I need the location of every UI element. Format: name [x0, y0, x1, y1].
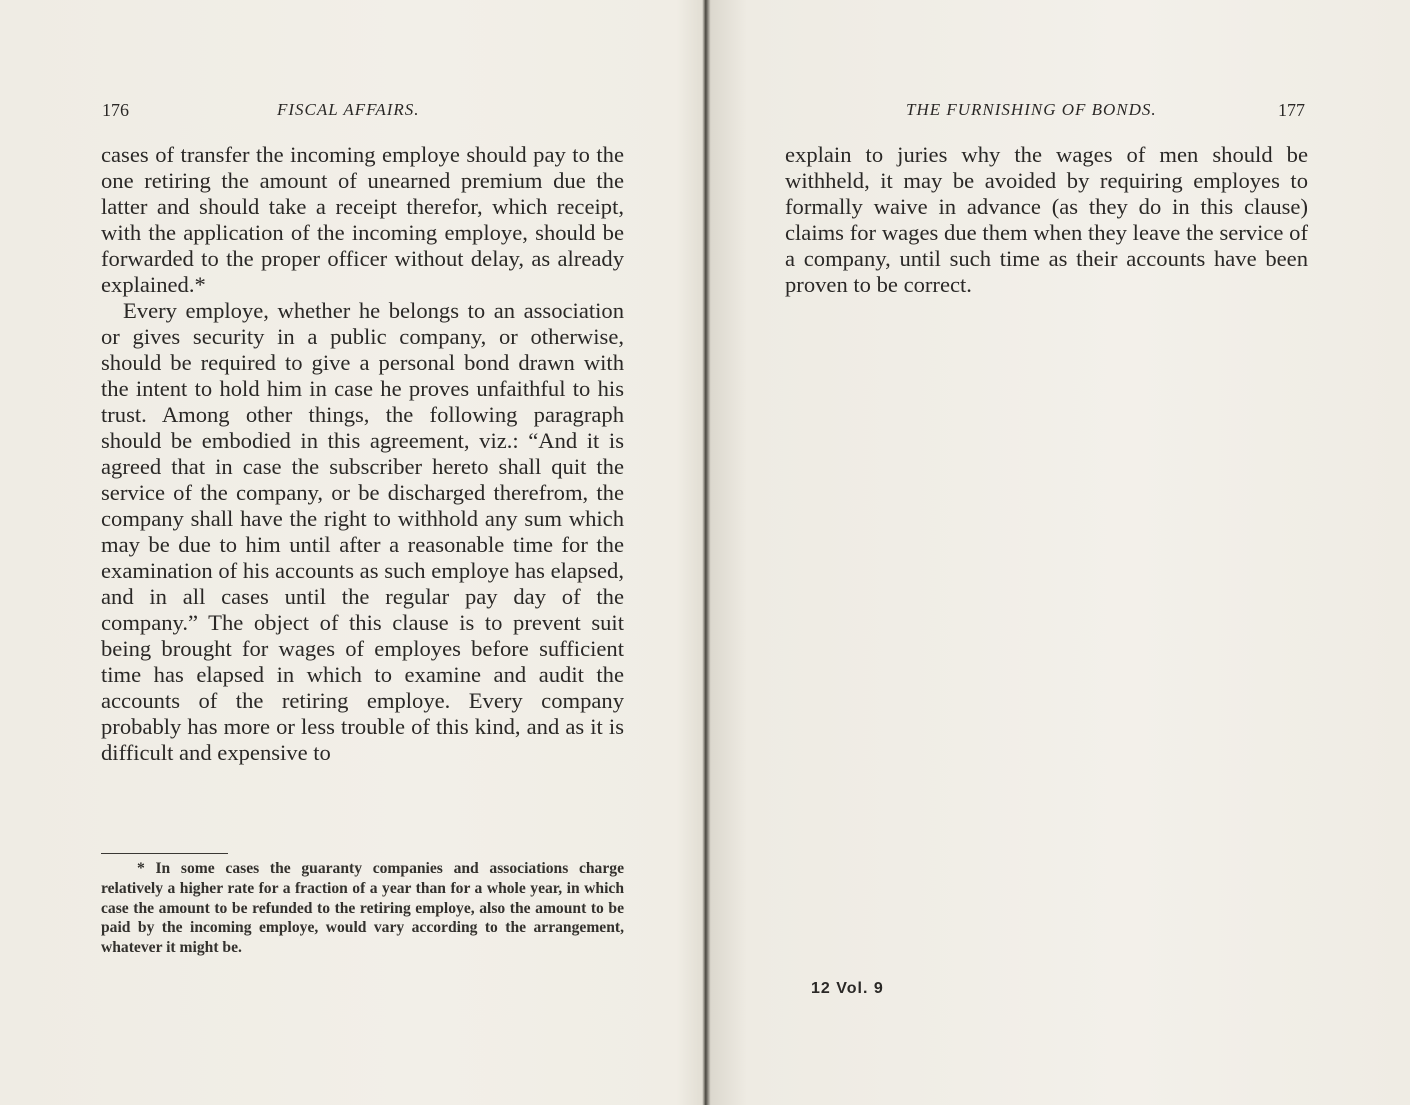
footnote — [101, 859, 624, 958]
footnote-rule — [101, 853, 228, 854]
body-text — [101, 142, 624, 766]
page-number: 176 — [102, 100, 129, 120]
paragraph: Every employe, whether he belongs to an association or gives security in a public company, or otherwise, should be required to give a personal bond drawn with the intent to hold him in case he proves unfaithful to his trust. Among other things, the following paragraph should be embodied in this agreement, viz.: “And it is agreed that in case the subscriber hereto shall quit the service of the company, or be discharged therefrom, the company shall have the right to withhold any sum which may be due to him until after a reasonable time for the examination of his accounts as such employe has elapsed, and in all cases until the regular pay day of the company.” The object of this clause is to prevent suit being brought for wages of employes before sufficient time has elapsed in which to examine and audit the accounts of the retiring employe. Every company probably has more or less trouble of this kind, and as it is difficult and expensive to — [101, 298, 624, 765]
right-page — [706, 0, 1410, 1105]
signature-mark: 12 Vol. 9 — [811, 980, 884, 997]
running-head: THE FURNISHING OF BONDS. — [906, 100, 1157, 119]
running-head: FISCAL AFFAIRS. — [277, 100, 420, 119]
paragraph: explain to juries why the wages of men should be withheld, it may be avoided by requiring employes to formally waive in advance (as they do in this clause) claims for wages due them when they leave the service of a company, until such time as their accounts have been proven to be correct. — [785, 142, 1308, 297]
footnote-text: * In some cases the guaranty companies and associations charge relatively a higher rate for a fraction of a year than for a whole year, in which case the amount to be refunded to the retiring employe, also the amount to be paid by the incoming employe, would vary according to the arrangement, whatever it might be. — [101, 860, 624, 957]
body-text — [785, 142, 1308, 298]
page-number: 177 — [1278, 100, 1305, 120]
paragraph: cases of transfer the incoming employe should pay to the one retiring the amount of unearned premium due the latter and should take a receipt therefor, which receipt, with the application of the incoming employe, should be forwarded to the proper officer without delay, as already explained.* — [101, 142, 624, 297]
